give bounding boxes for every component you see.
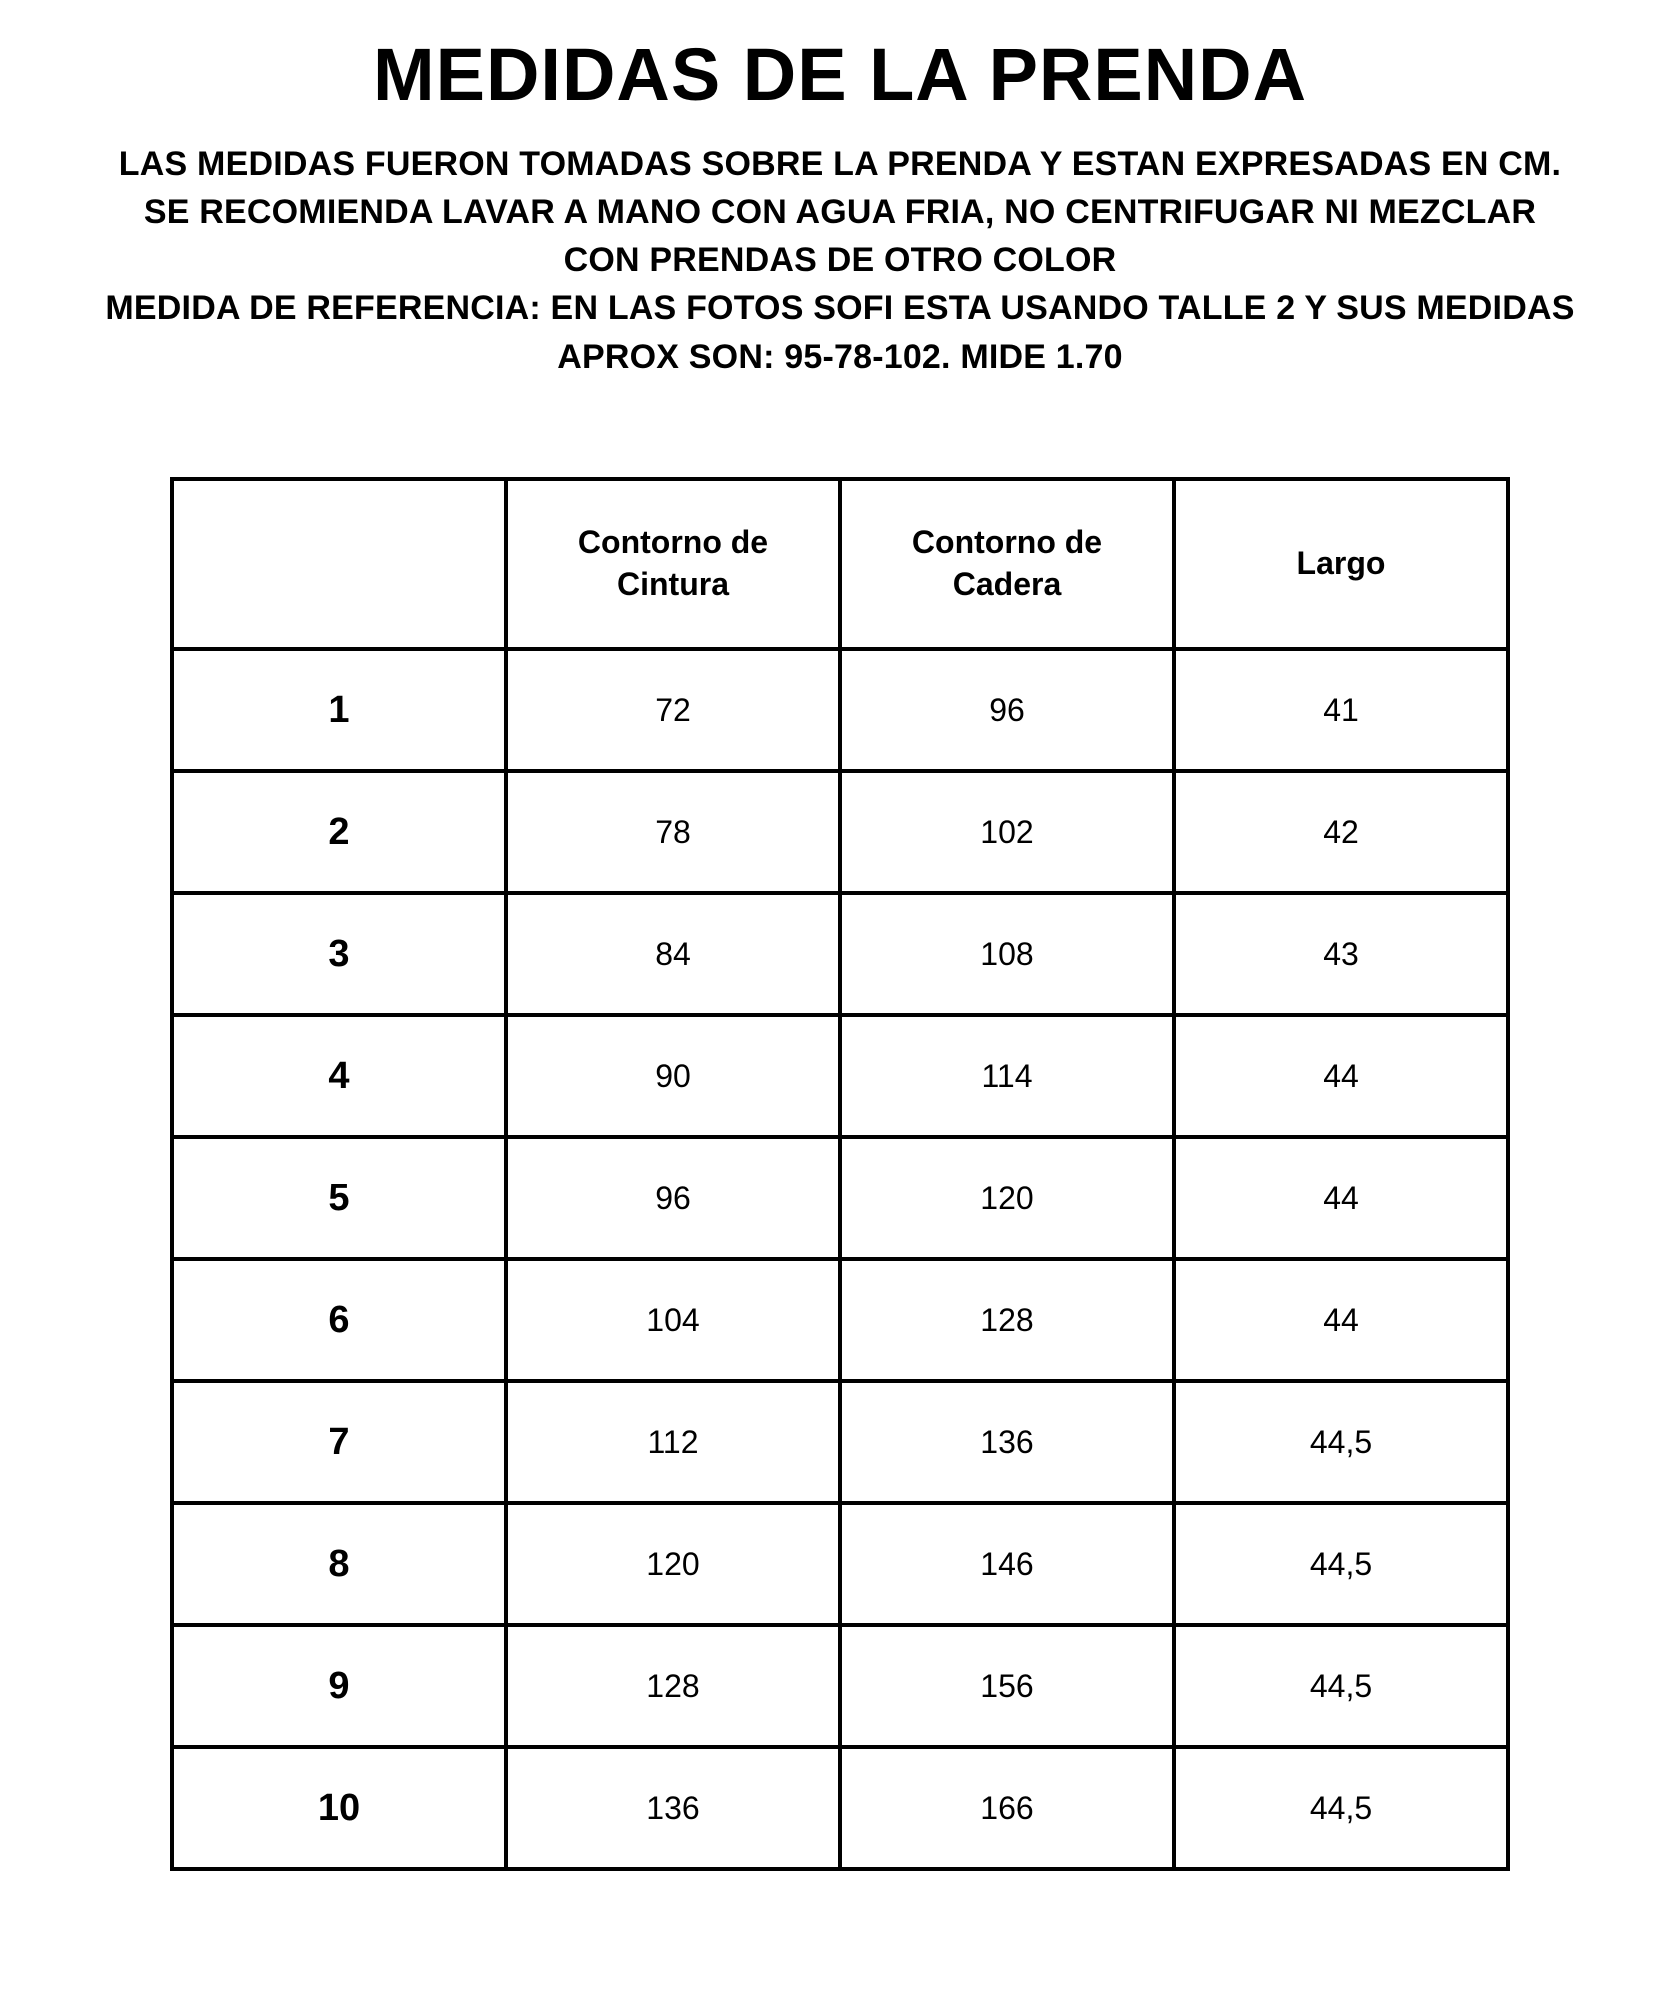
page-title: MEDIDAS DE LA PRENDA <box>372 33 1308 116</box>
cell-waist: 72 <box>506 649 840 771</box>
intro-line: MEDIDA DE REFERENCIA: EN LAS FOTOS SOFI ESTA USANDO TALLE 2 Y SUS MEDIDAS <box>105 289 1575 328</box>
cell-size: 5 <box>172 1137 506 1259</box>
cell-hip: 156 <box>840 1625 1174 1747</box>
intro-line: CON PRENDAS DE OTRO COLOR <box>563 241 1117 280</box>
column-header-hip-line2: Cadera <box>952 566 1062 603</box>
table-row <box>172 1625 1508 1747</box>
intro-line: SE RECOMIENDA LAVAR A MANO CON AGUA FRIA, NO CENTRIFUGAR NI MEZCLAR <box>143 192 1537 231</box>
cell-waist: 84 <box>506 893 840 1015</box>
cell-size: 8 <box>172 1503 506 1625</box>
cell-waist: 120 <box>506 1503 840 1625</box>
cell-waist: 96 <box>506 1137 840 1259</box>
cell-length: 44 <box>1174 1015 1508 1137</box>
table-row <box>172 1503 1508 1625</box>
table-row <box>172 1259 1508 1381</box>
table-row <box>172 1137 1508 1259</box>
cell-size: 10 <box>172 1747 506 1869</box>
cell-hip: 146 <box>840 1503 1174 1625</box>
cell-length: 44 <box>1174 1259 1508 1381</box>
table-body <box>172 649 1508 1869</box>
cell-length: 44,5 <box>1174 1381 1508 1503</box>
column-header-length: Largo <box>1174 479 1508 649</box>
intro-line: APROX SON: 95-78-102. MIDE 1.70 <box>557 337 1123 376</box>
cell-size: 9 <box>172 1625 506 1747</box>
column-header-hip <box>840 479 1174 649</box>
cell-size: 4 <box>172 1015 506 1137</box>
size-table <box>170 477 1510 1871</box>
cell-length: 44 <box>1174 1137 1508 1259</box>
table-row <box>172 893 1508 1015</box>
table-row <box>172 771 1508 893</box>
cell-size: 3 <box>172 893 506 1015</box>
cell-hip: 114 <box>840 1015 1174 1137</box>
cell-hip: 166 <box>840 1747 1174 1869</box>
cell-length: 44,5 <box>1174 1747 1508 1869</box>
column-header-waist <box>506 479 840 649</box>
cell-length: 42 <box>1174 771 1508 893</box>
cell-length: 41 <box>1174 649 1508 771</box>
table-row <box>172 1015 1508 1137</box>
cell-waist: 104 <box>506 1259 840 1381</box>
intro-text-block <box>40 140 1640 381</box>
cell-length: 44,5 <box>1174 1625 1508 1747</box>
cell-length: 44,5 <box>1174 1503 1508 1625</box>
cell-size: 6 <box>172 1259 506 1381</box>
size-table-wrapper <box>40 477 1640 1871</box>
cell-hip: 108 <box>840 893 1174 1015</box>
table-row <box>172 1381 1508 1503</box>
cell-waist: 90 <box>506 1015 840 1137</box>
cell-size: 2 <box>172 771 506 893</box>
cell-hip: 96 <box>840 649 1174 771</box>
cell-size: 7 <box>172 1381 506 1503</box>
cell-hip: 120 <box>840 1137 1174 1259</box>
column-header-hip-line1: Contorno de <box>911 524 1103 561</box>
cell-waist: 112 <box>506 1381 840 1503</box>
column-header-size <box>172 479 506 649</box>
cell-length: 43 <box>1174 893 1508 1015</box>
cell-hip: 102 <box>840 771 1174 893</box>
cell-hip: 128 <box>840 1259 1174 1381</box>
cell-size: 1 <box>172 649 506 771</box>
cell-waist: 136 <box>506 1747 840 1869</box>
intro-line: LAS MEDIDAS FUERON TOMADAS SOBRE LA PRENDA Y ESTAN EXPRESADAS EN CM. <box>118 144 1562 183</box>
cell-hip: 136 <box>840 1381 1174 1503</box>
cell-waist: 128 <box>506 1625 840 1747</box>
column-header-waist-line2: Cintura <box>617 566 729 603</box>
table-header-row <box>172 479 1508 649</box>
cell-waist: 78 <box>506 771 840 893</box>
table-header <box>172 479 1508 649</box>
column-header-waist-line1: Contorno de <box>577 524 769 561</box>
table-row <box>172 649 1508 771</box>
table-row <box>172 1747 1508 1869</box>
